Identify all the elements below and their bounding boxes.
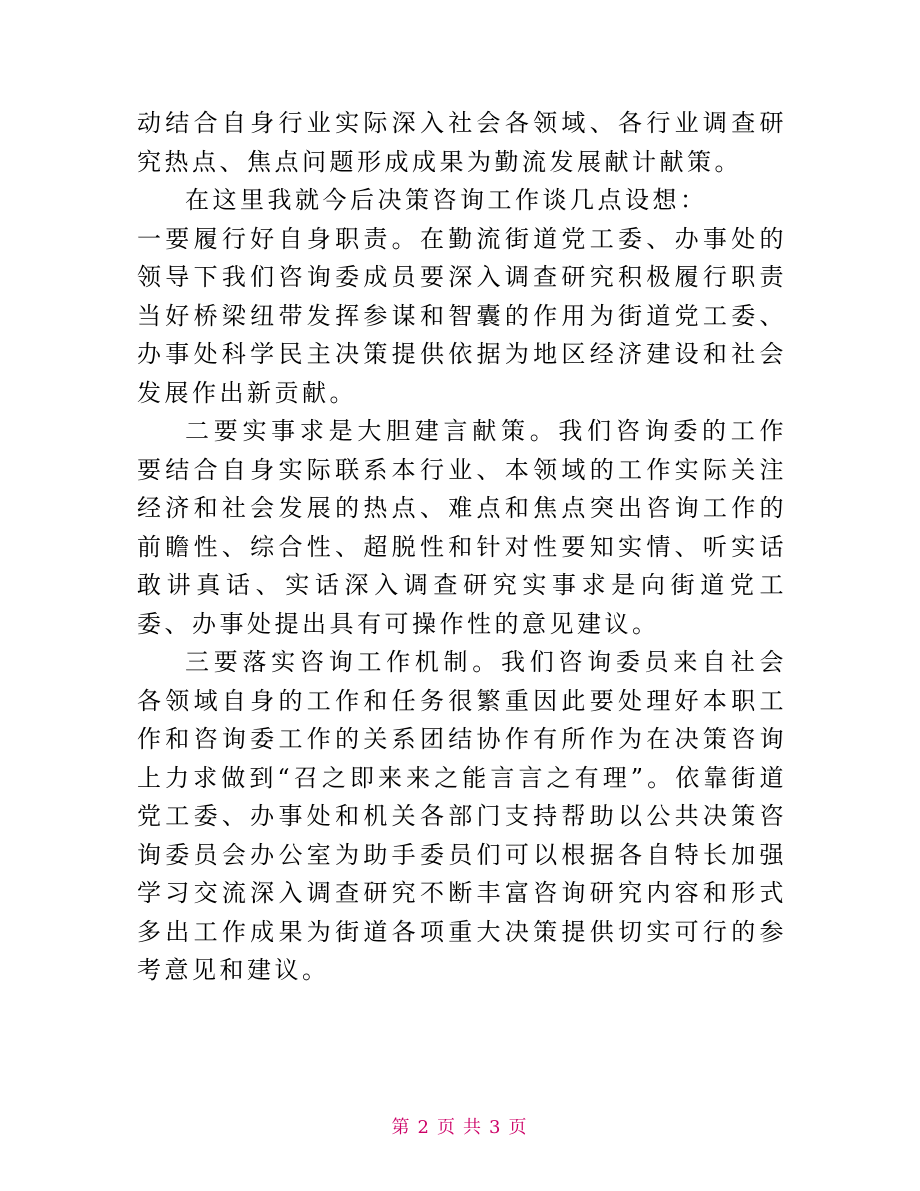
footer-page-word: 页 [437,1117,457,1138]
page-number-footer [0,1113,920,1139]
footer-total-prefix: 共 [463,1117,483,1138]
paragraph-3: 一要履行好自身职责。在勤流街道党工委、办事处的领导下我们咨询委成员要深入调查研究积极履行职责当好桥梁纽带发挥参谋和智囊的作用为街道党工委、办事处科学民主决策提供依据为地区经济建设和社会发展作出新贡献。 [137,224,787,407]
footer-total-pages: 3 [489,1117,503,1138]
footer-current-page: 2 [417,1117,431,1138]
document-body [137,104,787,990]
footer-prefix: 第 [391,1117,412,1138]
paragraph-4: 二要实事求是大胆建言献策。我们咨询委的工作要结合自身实际联系本行业、本领域的工作实际关注经济和社会发展的热点、难点和焦点突出咨询工作的前瞻性、综合性、超脱性和针对性要知实情、听实话敢讲真话、实话深入调查研究实事求是向街道党工委、办事处提出具有可操作性的意见建议。 [137,417,787,638]
paragraph-2: 在这里我就今后决策咨询工作谈几点设想： [185,186,708,214]
footer-suffix: 页 [508,1117,529,1138]
paragraph-1: 动结合自身行业实际深入社会各领域、各行业调查研究热点、焦点问题形成成果为勤流发展献计献策。 [137,109,787,176]
paragraph-5: 三要落实咨询工作机制。我们咨询委员来自社会各领域自身的工作和任务很繁重因此要处理好本职工作和咨询委工作的关系团结协作有所作为在决策咨询上力求做到“召之即来来之能言言之有理”。依靠街道党工委、办事处和机关各部门支持帮助以公共决策咨询委员会办公室为助手委员们可以根据各自特长加强学习交流深入调查研究不断丰富咨询研究内容和形式多出工作成果为街道各项重大决策提供切实可行的参考意见和建议。 [137,648,787,984]
